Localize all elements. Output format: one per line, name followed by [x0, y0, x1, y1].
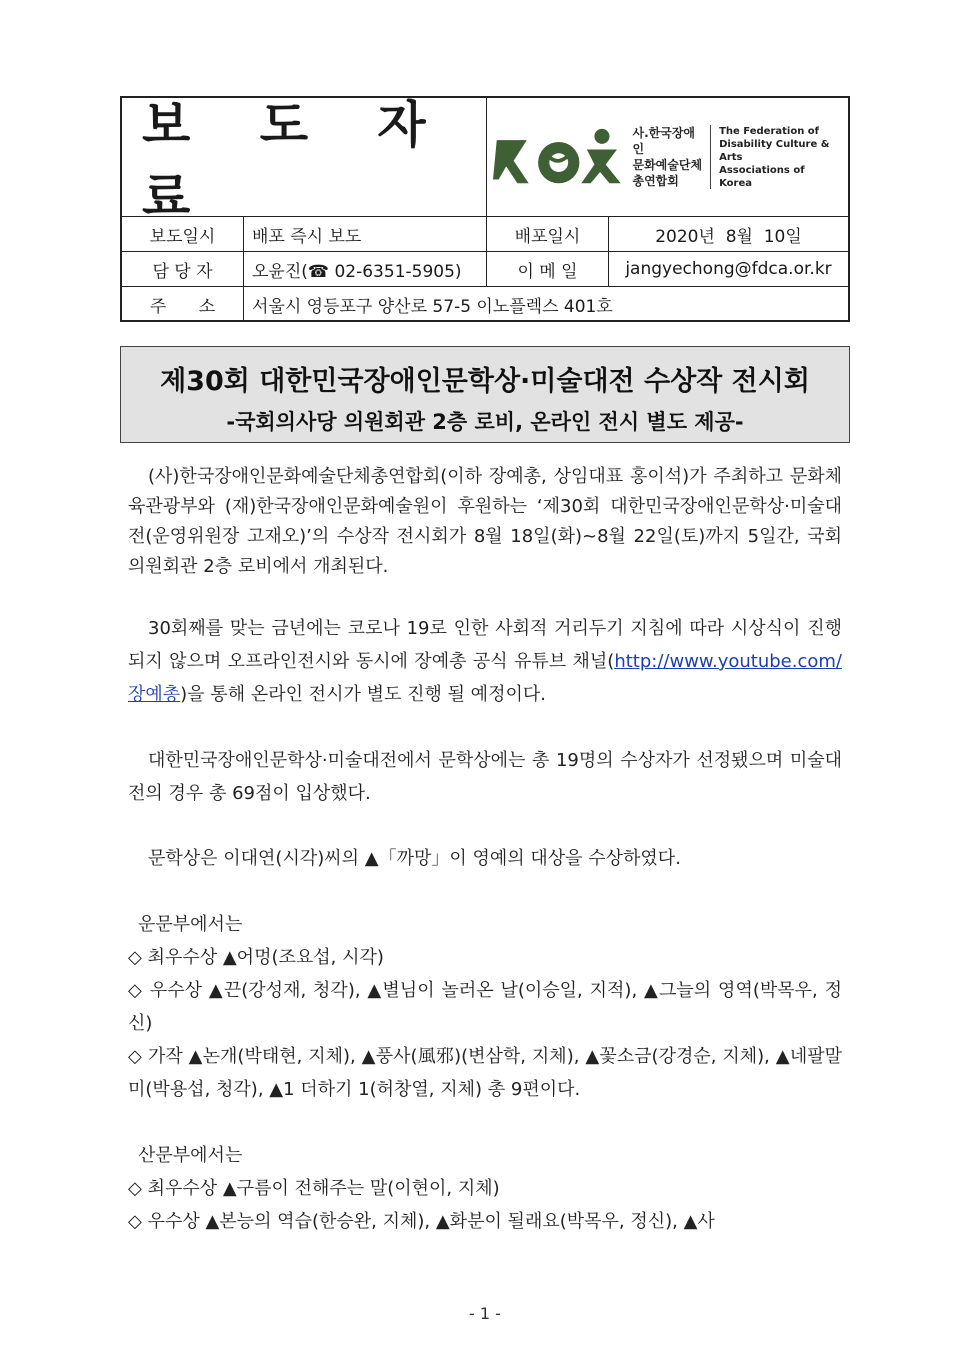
contact-label: 담 당 자: [122, 252, 244, 286]
youtube-channel-link[interactable]: http://www.youtube.com/장예총: [128, 651, 842, 705]
address-info-row: [122, 286, 848, 321]
release-date-label: 보도일시: [122, 217, 244, 251]
email-value[interactable]: jangyechong@fdca.or.kr: [625, 259, 832, 279]
release-info-row: [122, 216, 848, 251]
document-title: 보 도 자 료: [122, 98, 487, 216]
poetry-award-1: ◇ 최우수상 ▲어멍(조요섭, 시각): [128, 947, 384, 968]
poetry-section-heading: 운문부에서는: [138, 914, 243, 935]
email-label: 이 메 일: [487, 252, 609, 286]
paragraph-intro: (사)한국장애인문화예술단체총연합회(이하 장예총, 상임대표 홍이석)가 주최하고 문화체육관광부와 (재)한국장애인문화예술원이 후원하는 ‘제30회 대한민국장애인문학상·미술대전(운영위원장 고재오)’의 수상작 전시회가 8월 18일(화)~8월 22일(토)까지 5일간, 국회의원회관 2층 로비에서 개최된다.: [128, 466, 842, 577]
contact-info-row: [122, 251, 848, 286]
poetry-award-3: ◇ 가작 ▲논개(박태현, 지체), ▲풍사(風邪)(변삼학, 지체), ▲꽃소금(강경순, 지체), ▲네팔말미(박용섭, 청각), ▲1 더하기 1(허창열, 지체) 총 9편이다.: [128, 1046, 842, 1100]
paragraph-online: 30회째를 맞는 금년에는 코로나 19로 인한 사회적 거리두기 지침에 따라 시상식이 진행되지 않으며 오프라인전시와 동시에 장예총 공식 유튜브 채널(http://www.youtube.com/장예총)을 통해 온라인 전시가 별도 진행 될 예정이다.: [128, 618, 842, 705]
headline-subtitle: -국회의사당 의원회관 2층 로비, 온라인 전시 별도 제공-: [226, 410, 744, 434]
organization-name-english: The Federation of Disability Culture & Arts Associations of Korea: [719, 125, 830, 189]
prose-award-1: ◇ 최우수상 ▲구름이 전해주는 말(이현이, 지체): [128, 1178, 500, 1199]
organization-name-korean: 사.한국장애인 문화예술단체 총연합회: [632, 125, 711, 189]
headline-box: [120, 346, 850, 443]
address-label: 주 소: [122, 287, 244, 321]
distribution-date-label: 배포일시: [487, 217, 609, 251]
release-date-value: 배포 즉시 보도: [244, 217, 487, 251]
prose-award-2: ◇ 우수상 ▲본능의 역습(한승완, 지체), ▲화분이 될래요(박목우, 정신), ▲사: [128, 1211, 715, 1232]
prose-section-heading: 산문부에서는: [138, 1145, 243, 1166]
paragraph-grand-prize: 문학상은 이대연(시각)씨의 ▲「까망」이 영예의 대상을 수상하였다.: [148, 848, 681, 869]
page-number: - 1 -: [469, 1304, 501, 1323]
paragraph-winners-count: 대한민국장애인문학상·미술대전에서 문학상에는 총 19명의 수상자가 선정됐으며 미술대전의 경우 총 69점이 입상했다.: [128, 750, 842, 804]
press-release-header-table: [120, 96, 850, 322]
headline-title: 제30회 대한민국장애인문학상·미술대전 수상작 전시회: [160, 366, 810, 397]
distribution-date-value: 2020년 8월 10일: [655, 226, 802, 247]
fdca-logo-mark-icon: [493, 125, 624, 189]
poetry-award-2: ◇ 우수상 ▲끈(강성재, 청각), ▲별님이 놀러온 날(이승일, 지적), ▲그늘의 영역(박목우, 정신): [128, 980, 842, 1034]
contact-value: 오윤진(☎ 02-6351-5905): [244, 252, 487, 286]
article-body: [128, 462, 842, 1238]
address-value: 서울시 영등포구 양산로 57-5 이노플렉스 401호: [252, 296, 613, 317]
organization-logo: [487, 98, 848, 216]
